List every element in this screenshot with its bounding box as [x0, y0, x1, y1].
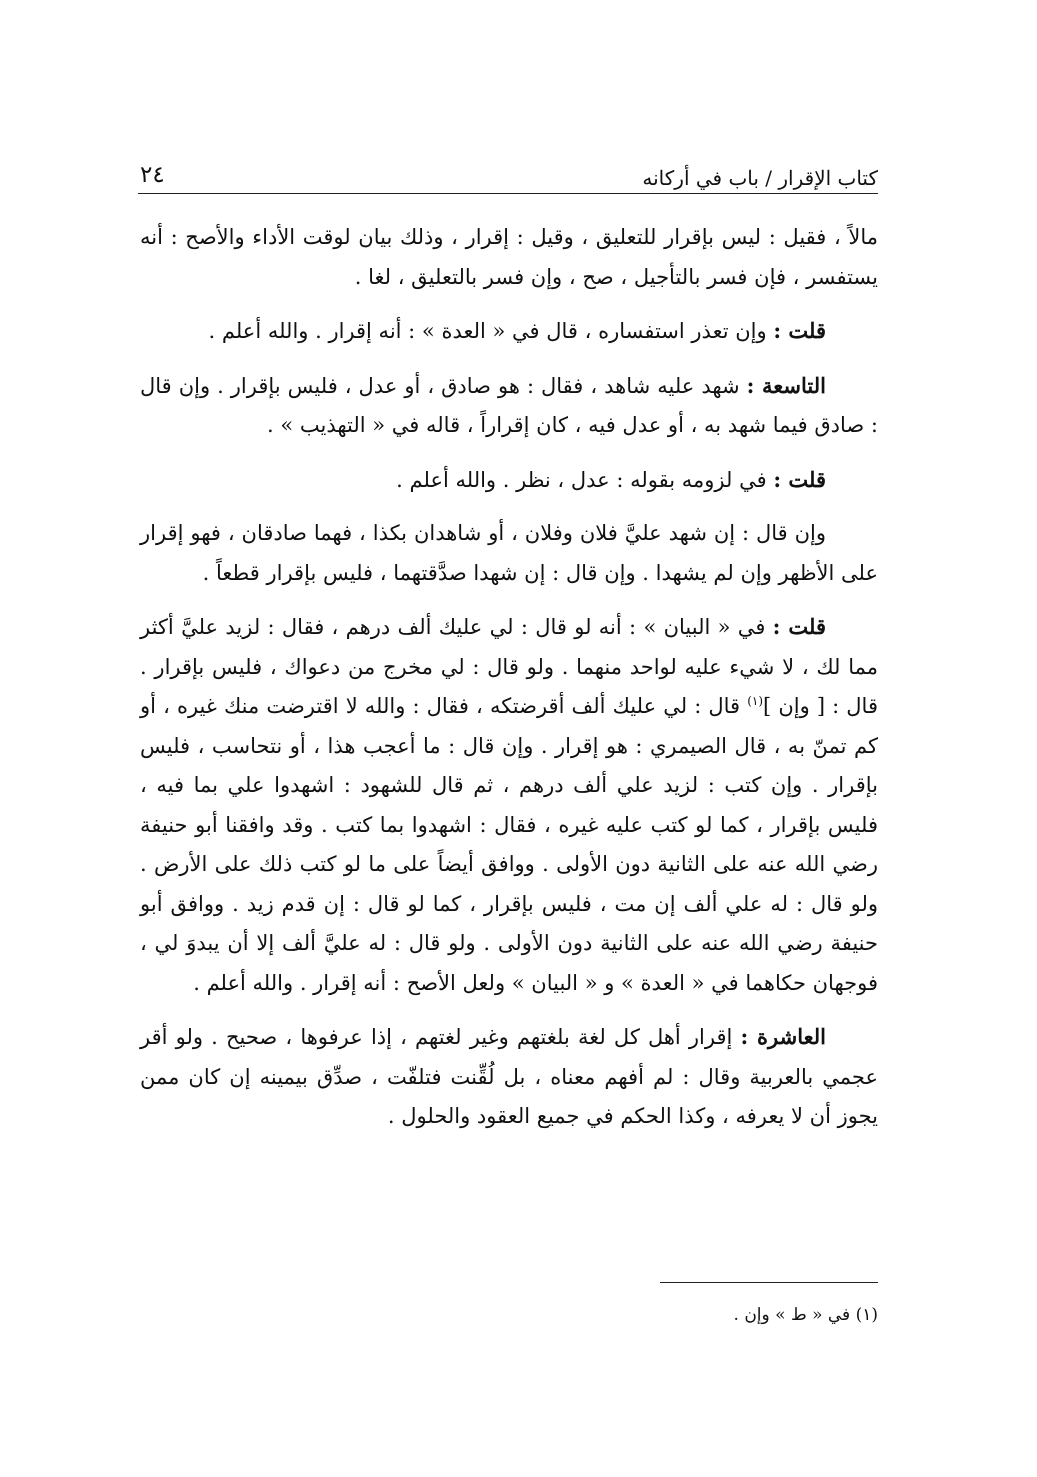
- lead-word: قلت :: [773, 466, 826, 492]
- paragraph-text: قال : لي عليك ألف أقرضتكه ، فقال : والله لا اقترضت منك غيره ، أو كم تمنّ به ، قال الصيمري : هو إقرار . وإن قال : ما أعجب هذا ، أو نتحاسب ، فليس بإقرار . وإن كتب : لزيد علي ألف درهم ، ثم قال للشهود : اشهدوا علي بما فيه ، فليس بإقرار ، كما لو كتب عليه غيره ، فقال : اشهدوا بما كتب . وقد وافقنا أبو حنيفة رضي الله عنه على الثانية دون الأولى . ووافق أيضاً على ما لو كتب ذلك على الأرض . ولو قال : له علي ألف إن مت ، فليس بإقرار ، كما لو قال : إن قدم زيد . ووافق أبو حنيفة رضي الله عنه على الثانية دون الأولى . ولو قال : له عليَّ ألف إلا أن يبدوَ لي ، فوجهان حكاهما في « العدة » و « البيان » ولعل الأصح : أنه إقرار . والله أعلم .: [140, 694, 878, 995]
- lead-word: قلت :: [772, 614, 826, 639]
- paragraph-qultu-2: [140, 460, 878, 501]
- lead-word: العاشرة :: [740, 1024, 826, 1049]
- paragraph-text: إقرار أهل كل لغة بلغتهم وغير لغتهم ، إذا عرفوها ، صحيح . ولو أقر عجمي بالعربية وقال : لم أفهم معناه ، بل لُقِّنت فتلفّت ، صدِّق بيمينه إن كان ممن يجوز أن لا يعرفه ، وكذا الحكم في جميع العقود والحلول .: [140, 1025, 878, 1128]
- page-header: [140, 148, 878, 190]
- paragraph-text: شهد عليه شاهد ، فقال : هو صادق ، أو عدل ، فليس بإقرار . وإن قال : صادق فيما شهد به ، أو عدل فيه ، كان إقراراً ، قاله في « التهذيب » .: [140, 373, 878, 437]
- paragraph-qultu-1: [140, 311, 878, 352]
- paragraph-tenth: [140, 1017, 878, 1137]
- page-number: ٢٤: [140, 162, 165, 188]
- paragraph-text: وإن قال : إن شهد عليَّ فلان وفلان ، أو شاهدان بكذا ، فهما صادقان ، فهو إقرار على الأظهر وإن لم يشهدا . وإن قال : إن شهدا صدَّقتهما ، فليس بإقرار قطعاً .: [140, 521, 878, 585]
- paragraph-text: في « البيان » : أنه لو قال : لي عليك ألف درهم ، فقال : لزيد عليَّ أكثر مما لك ، لا شيء عليه لواحد منهما . ولو قال : لي مخرج من دعواك ، فليس بإقرار . قال : [ وإن ]: [140, 615, 878, 718]
- running-title: كتاب الإقرار / باب في أركانه: [642, 166, 878, 190]
- footnote-marker: (١): [747, 694, 764, 708]
- lead-word: التاسعة :: [746, 372, 826, 398]
- footnote-rule: [660, 1282, 878, 1283]
- lead-word: قلت :: [773, 318, 826, 343]
- footnote: (١) في « ط » وإن .: [733, 1305, 878, 1325]
- paragraph-ninth: [140, 366, 878, 446]
- header-rule: [138, 193, 878, 194]
- main-text: [140, 218, 878, 1151]
- paragraph-continuation: [140, 218, 878, 297]
- paragraph-text: مالاً ، فقيل : ليس بإقرار للتعليق ، وقيل : إقرار ، وذلك بيان لوقت الأداء والأصح : أنه يستفسر ، فإن فسر بالتأجيل ، صح ، وإن فسر بالتعليق ، لغا .: [140, 225, 878, 289]
- paragraph-text: وإن تعذر استفساره ، قال في « العدة » : أنه إقرار . والله أعلم .: [208, 319, 774, 343]
- paragraph-qultu-3: [140, 607, 878, 1003]
- paragraph-witness: [140, 514, 878, 593]
- paragraph-text: في لزومه بقوله : عدل ، نظر . والله أعلم .: [396, 467, 774, 492]
